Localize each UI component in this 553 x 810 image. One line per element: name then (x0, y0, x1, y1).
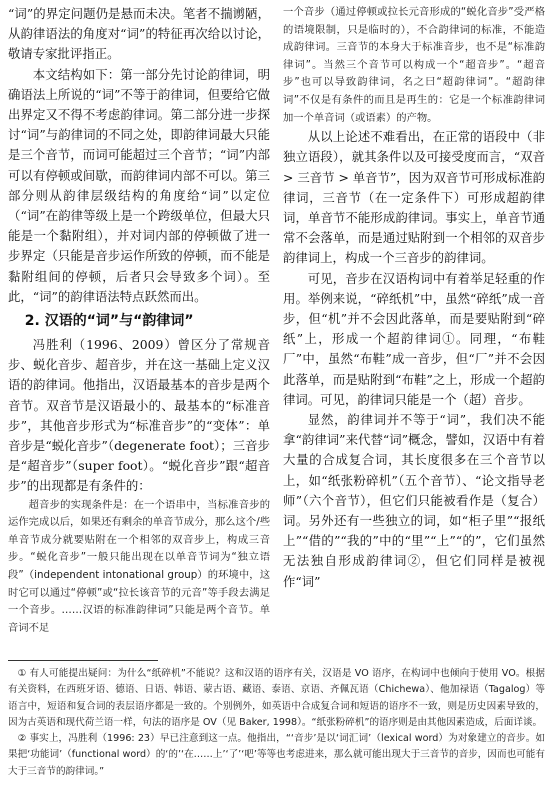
block-quote-continuation: 一个音步（通过停顿或拉长元音形成的“蜕化音步”受严格的语境限制，只是临时的），不合韵律词的标准，不能造成韵律词。三音节的本身大于标准音步，也不是“标准韵律词”。当然三个音节可以构成一个“超音步”。“超音步”也可以导致韵律词，名之曰“超韵律词”。“超韵律词”不仅是有条件的而且是再生的：它是一个标准韵律词加一个单音词（或语素）的产物。 (283, 6, 545, 124)
paragraph-structure: 本文结构如下：第一部分先讨论韵律词，明确语法上所说的“词”不等于韵律词，但要给它做出界定又不得不考虑韵律词。第二部分进一步探讨“词”与韵律词的不同之处，即韵律词最大只能是三个音节，而词可能超过三个音节；“词”内部可以有停顿或间歇，而韵律词内部不可以。第三部分则从韵律层级结构的角度给“词”以定位（“词”在韵律等级上是一个跨级单位，但最大只能是一个黏附组），并对词内部的停顿做了进一步界定（只能是音步运作所致的停顿，而不能是黏附组间的停顿，后者只会导致多个词）。至此，“词”的韵律语法特点跃然而出。 (8, 66, 270, 304)
footnote-divider (8, 660, 158, 661)
paragraph-conclusion: 显然，韵律词并不等于“词”，我们决不能拿“韵律词”来代替“词”概念，譬如，汉语中有着大量的合成复合词，其长度很多在三个音节以上，如“纸张粉碎机”（五个音节）、“论文指导老师”（六个音节），但它们只能被看作是（复合）词。另外还有一些独立的词，如“柜子里”“报纸上”“借的”“我的”中的“里”“上”“的”，它们虽然无法独自形成韵律词②，但它们同样是被视作“词” (283, 412, 545, 589)
two-column-body (8, 4, 545, 654)
paragraph-feng-shengli: 冯胜利（1996、2009）曾区分了常规音步、蜕化音步、超音步，并在这一基础上定义汉语的韵律词。他指出，汉语最基本的音步是两个音节。双音节是汉语最小的、最基本的“标准音步”，其他音步形式为“标准音步”的“变体”：单音步是“蜕化音步”（degenerate foot）；三音步是“超音步”（super foot）。“蜕化音步”跟“超音步”的出现都是有条件的： (8, 337, 270, 494)
paragraph-examples: 可见，音步在汉语构词中有着举足轻重的作用。举例来说，“碎纸机”中，虽然“碎纸”成一音步，但“机”并不会因此落单，而是要贴附到“碎纸”上，形成一个超韵律词①。同理，“布鞋厂”中，虽然“布鞋”成一音步，但“厂”并不会因此落单，而是贴附到“布鞋”之上，形成一个超韵律词。可见，韵律词只能是一个（超）音步。 (283, 270, 545, 407)
left-column (8, 4, 270, 654)
footnote-2: ② 事实上，冯胜利（1996: 23）早已注意到这一点。他指出，“‘音步’是以‘词汇词’（lexical word）为对象建立的音步。如果把‘功能词’（functional word）的‘的’‘在……上’‘了’‘吧’等等也考虑进来，那么就可能出现大于三音节的音步，因而也可能有大于三音节的韵律词。” (8, 733, 545, 777)
footnote-1: ① 有人可能提出疑问：为什么“纸碎机”不能说？这和汉语的语序有关，汉语是 VO 语序，在构词中也倾向于使用 VO。根据有关资料，在西班牙语、德语、日语、韩语、蒙古语、藏语、泰语、京语、齐佩瓦语（Chichewa）、他加禄语（Tagalog）等语言中，短语和复合词的表层语序都是一致的。个别例外，如英语中合成复合词和短语的语序不一致，则是历史因素导致的，因为古英语和现代荷兰语一样，句法的语序是 OV（见 Baker, 1998）。“纸张粉碎机”的语序则是由其他因素造成，后面详谈。 (8, 668, 545, 728)
footnotes (8, 666, 545, 780)
paragraph-analysis: 从以上论述不难看出，在正常的语段中（非独立语段），就其条件以及可接受度而言，“双音 > 三音节 > 单音节”，因为双音节可形成标准韵律词，三音节（在一定条件下）可形成超韵律词，单音节不能形成韵律词。事实上，单音节通常不会落单，而是通过贴附到一个相邻的双音步韵律词上，构成一个三音步的韵律词。 (283, 129, 545, 266)
paragraph-continuation: “词”的界定问题仍是悬而未决。笔者不揣谫陋，从韵律语法的角度对“词”的特征再次给以讨论，敬请专家批评指正。 (8, 6, 270, 62)
right-column (283, 4, 545, 654)
block-quote-start: 超音步的实现条件是：在一个语串中，当标准音步的运作完成以后，如果还有剩余的单音节成分，那么这个/些单音节成分就要贴附在一个相邻的双音步上，构成三音步。“蜕化音步”一般只能出现在以单音节词为“独立语段”（independent intonational group）的环境中，这时它可以通过“停顿”或“拉长该音节的元音”等手段去满足一个音步。……汉语的标准韵律词”只能是两个音节。单音词不足 (8, 498, 270, 634)
section-heading: 2. 汉语的“词”与“韵律词” (24, 313, 194, 330)
